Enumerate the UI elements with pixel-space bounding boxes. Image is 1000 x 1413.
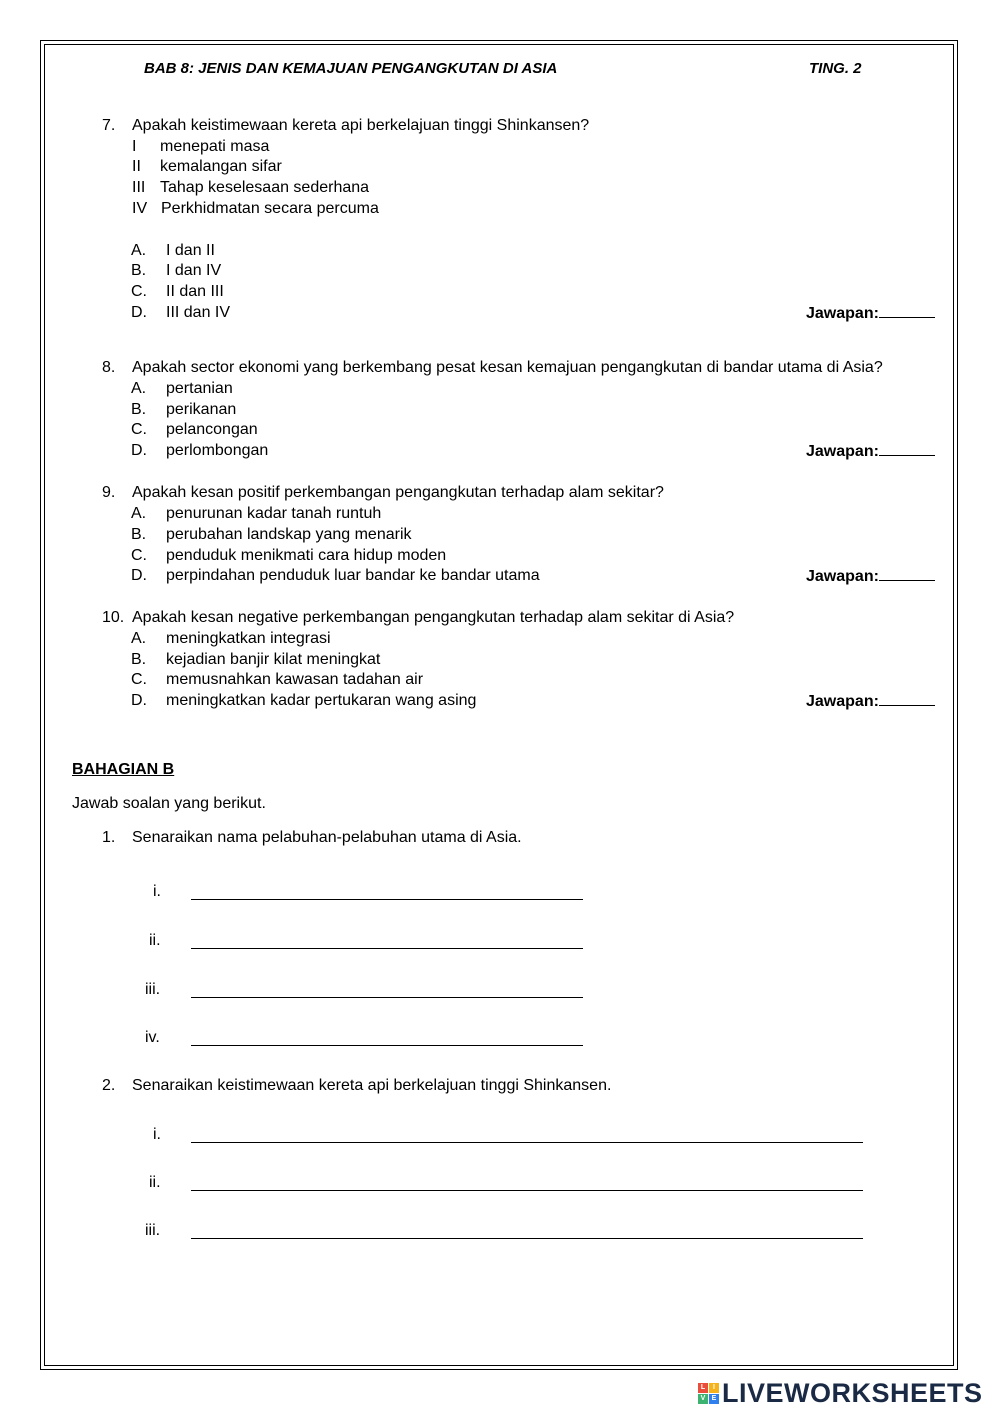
answer-line[interactable] bbox=[191, 1238, 863, 1239]
question-text: Apakah kesan negative perkembangan pengangkutan terhadap alam sekitar di Asia? bbox=[132, 609, 735, 626]
logo-letter: E bbox=[709, 1394, 719, 1404]
option-text: perubahan landskap yang menarik bbox=[166, 526, 412, 543]
option-text: penduduk menikmati cara hidup moden bbox=[166, 547, 447, 564]
option-text: I dan IV bbox=[166, 262, 222, 279]
answer-label: Jawapan: bbox=[806, 305, 879, 322]
liveworksheets-logo bbox=[698, 1378, 983, 1408]
question-number: 9. bbox=[102, 484, 116, 501]
answer-blank[interactable] bbox=[879, 691, 935, 706]
question-text: Senaraikan nama pelabuhan-pelabuhan utama di Asia. bbox=[132, 829, 522, 846]
question-text: Senaraikan keistimewaan kereta api berkelajuan tinggi Shinkansen. bbox=[132, 1077, 612, 1094]
option-letter: A. bbox=[131, 380, 147, 397]
logo-letter: L bbox=[698, 1383, 708, 1393]
statement-roman: II bbox=[132, 158, 141, 175]
answer-label: Jawapan: bbox=[806, 443, 879, 460]
question-number: 1. bbox=[102, 829, 116, 846]
worksheet-title: BAB 8: JENIS DAN KEMAJUAN PENGANGKUTAN DI ASIA bbox=[144, 60, 558, 77]
option-text: pertanian bbox=[166, 380, 233, 397]
question-number: 7. bbox=[102, 117, 116, 134]
liveworksheets-wordmark: LIVEWORKSHEETS bbox=[722, 1377, 983, 1408]
option-letter: B. bbox=[131, 262, 147, 279]
option-letter: D. bbox=[131, 567, 147, 584]
option-letter: A. bbox=[131, 242, 147, 259]
option-text: I dan II bbox=[166, 242, 215, 259]
option-text: III dan IV bbox=[166, 304, 231, 321]
option-text: penurunan kadar tanah runtuh bbox=[166, 505, 382, 522]
form-level: TING. 2 bbox=[809, 60, 862, 77]
option-letter: C. bbox=[131, 547, 147, 564]
option-letter: C. bbox=[131, 283, 147, 300]
answer-line[interactable] bbox=[191, 1190, 863, 1191]
answer-field-q10[interactable] bbox=[806, 691, 935, 712]
question-text: Apakah kesan positif perkembangan pengangkutan terhadap alam sekitar? bbox=[132, 484, 664, 501]
answer-label: Jawapan: bbox=[806, 568, 879, 585]
list-item-number: iii. bbox=[145, 981, 161, 998]
liveworksheets-logo-icon bbox=[698, 1383, 719, 1404]
option-letter: B. bbox=[131, 401, 147, 418]
statement-roman: IV bbox=[132, 200, 148, 217]
list-item-number: ii. bbox=[149, 1174, 161, 1191]
option-letter: C. bbox=[131, 421, 147, 438]
option-text: perikanan bbox=[166, 401, 237, 418]
statement-text: Tahap keselesaan sederhana bbox=[160, 179, 370, 196]
answer-label: Jawapan: bbox=[806, 693, 879, 710]
option-text: kejadian banjir kilat meningkat bbox=[166, 651, 381, 668]
logo-letter: V bbox=[698, 1394, 708, 1404]
option-letter: A. bbox=[131, 505, 147, 522]
answer-field-q8[interactable] bbox=[806, 441, 935, 462]
option-letter: B. bbox=[131, 526, 147, 543]
answer-line[interactable] bbox=[191, 948, 583, 949]
list-item-number: iii. bbox=[145, 1222, 161, 1239]
question-text: Apakah keistimewaan kereta api berkelajuan tinggi Shinkansen? bbox=[132, 117, 590, 134]
answer-line[interactable] bbox=[191, 1142, 863, 1143]
option-text: II dan III bbox=[166, 283, 224, 300]
option-text: perlombongan bbox=[166, 442, 269, 459]
answer-line[interactable] bbox=[191, 1045, 583, 1046]
answer-blank[interactable] bbox=[879, 566, 935, 581]
list-item-number: i. bbox=[153, 1126, 161, 1143]
option-letter: D. bbox=[131, 692, 147, 709]
statement-roman: I bbox=[132, 138, 137, 155]
answer-field-q7[interactable] bbox=[806, 303, 935, 324]
list-item-number: iv. bbox=[145, 1029, 160, 1046]
section-title: BAHAGIAN B bbox=[72, 761, 175, 778]
question-number: 8. bbox=[102, 359, 116, 376]
answer-line[interactable] bbox=[191, 997, 583, 998]
list-item-number: ii. bbox=[149, 932, 161, 949]
option-letter: A. bbox=[131, 630, 147, 647]
option-letter: C. bbox=[131, 671, 147, 688]
question-number: 2. bbox=[102, 1077, 116, 1094]
question-text: Apakah sector ekonomi yang berkembang pesat kesan kemajuan pengangkutan di bandar utama di Asia? bbox=[132, 359, 883, 376]
logo-letter: I bbox=[709, 1383, 719, 1393]
statement-text: kemalangan sifar bbox=[160, 158, 282, 175]
question-number: 10. bbox=[102, 609, 125, 626]
answer-blank[interactable] bbox=[879, 441, 935, 456]
option-text: meningkatkan integrasi bbox=[166, 630, 331, 647]
option-text: perpindahan penduduk luar bandar ke bandar utama bbox=[166, 567, 540, 584]
option-text: memusnahkan kawasan tadahan air bbox=[166, 671, 424, 688]
option-letter: B. bbox=[131, 651, 147, 668]
option-text: meningkatkan kadar pertukaran wang asing bbox=[166, 692, 477, 709]
answer-blank[interactable] bbox=[879, 303, 935, 318]
statement-text: menepati masa bbox=[160, 138, 270, 155]
statement-roman: III bbox=[132, 179, 146, 196]
option-letter: D. bbox=[131, 304, 147, 321]
option-text: pelancongan bbox=[166, 421, 258, 438]
option-letter: D. bbox=[131, 442, 147, 459]
section-instruction: Jawab soalan yang berikut. bbox=[72, 795, 266, 812]
statement-text: Perkhidmatan secara percuma bbox=[161, 200, 379, 217]
answer-field-q9[interactable] bbox=[806, 566, 935, 587]
list-item-number: i. bbox=[153, 883, 161, 900]
answer-line[interactable] bbox=[191, 899, 583, 900]
